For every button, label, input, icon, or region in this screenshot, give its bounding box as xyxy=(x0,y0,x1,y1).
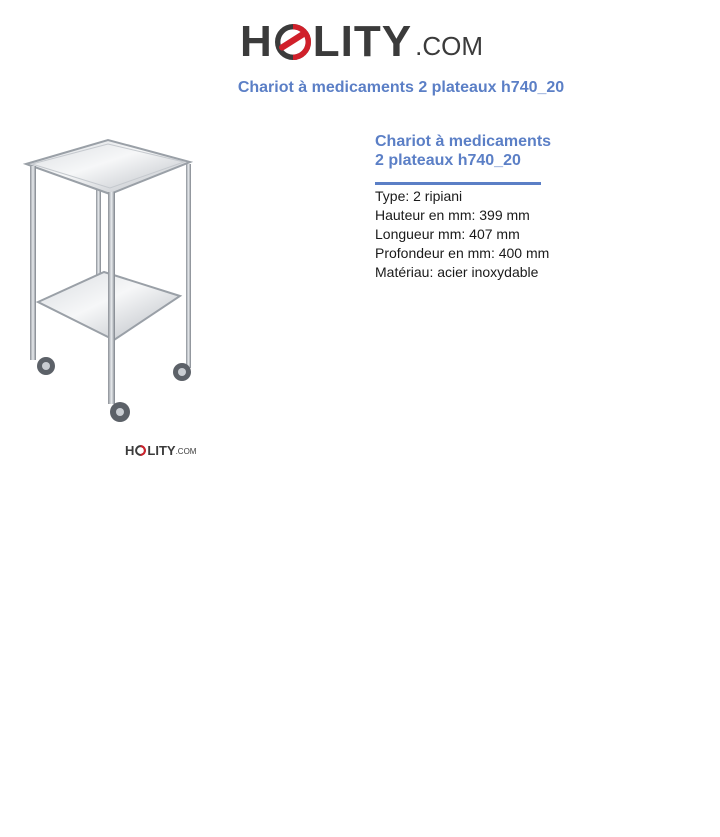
site-logo[interactable] xyxy=(240,12,483,64)
watermark-letters-lity: LITY xyxy=(147,443,176,458)
image-watermark-logo xyxy=(125,444,196,457)
spec-item-length: Longueur mm: 407 mm xyxy=(375,226,520,242)
spec-item-depth: Profondeur en mm: 400 mm xyxy=(375,245,550,261)
watermark-o-icon xyxy=(135,445,146,456)
watermark-wordmark xyxy=(125,444,176,457)
logo-o-icon xyxy=(275,24,311,60)
watermark-com-suffix: .COM xyxy=(175,447,197,456)
watermark-letter-h: H xyxy=(125,443,135,458)
spec-item-height: Hauteur en mm: 399 mm xyxy=(375,207,530,223)
logo-wordmark xyxy=(240,17,413,66)
logo-letters-lity: LITY xyxy=(312,17,413,66)
title-divider xyxy=(375,182,541,185)
product-title-line1: Chariot à medicaments xyxy=(375,133,552,150)
product-title-line2: 2 plateaux h740_20 xyxy=(375,152,521,169)
product-details xyxy=(375,132,695,282)
product-title xyxy=(375,132,695,170)
page-title: Chariot à medicaments 2 plateaux h740_20 xyxy=(237,79,565,96)
spec-list xyxy=(375,187,695,282)
spec-item-material: Matériau: acier inoxydable xyxy=(375,264,539,280)
spec-item-type: Type: 2 ripiani xyxy=(375,188,463,204)
logo-letter-h: H xyxy=(240,17,273,66)
medicine-trolley-photo-icon xyxy=(8,126,200,434)
logo-com-suffix: .COM xyxy=(415,31,483,61)
